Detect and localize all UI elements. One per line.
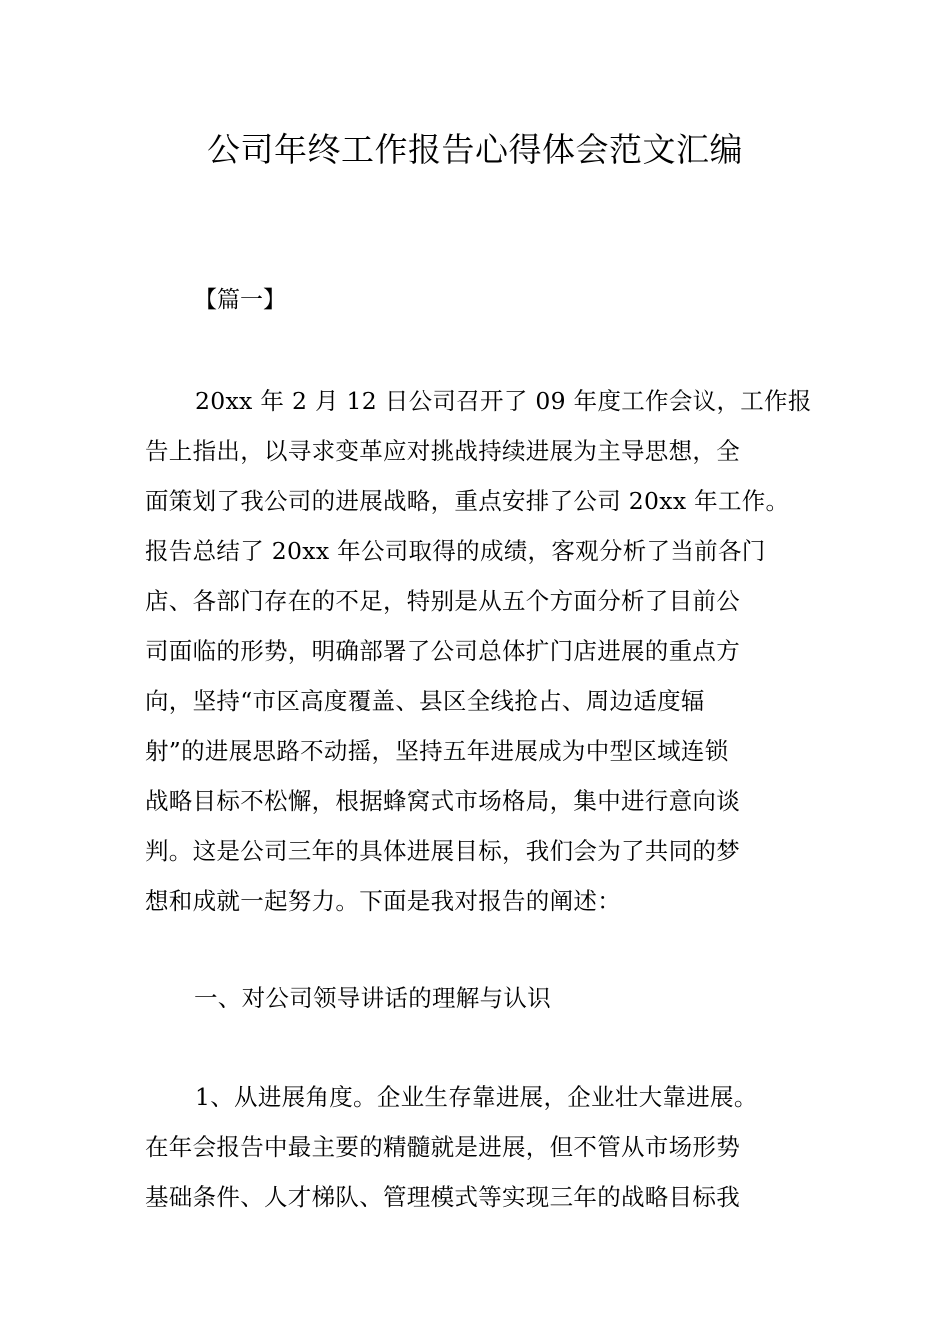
section-label: 【篇一】 (194, 287, 286, 313)
document-title: 公司年终工作报告心得体会范文汇编 (207, 130, 743, 169)
paragraph-1-line: 想和成就一起努力。下面是我对报告的阐述： (145, 887, 621, 915)
paragraph-1-line: 报告总结了 20xx 年公司取得的成绩，客观分析了当前各门 (145, 537, 766, 565)
paragraph-1-line: 战略目标不松懈，根据蜂窝式市场格局，集中进行意向谈 (145, 787, 740, 815)
paragraph-2 (145, 1072, 825, 1222)
paragraph-1-line: 告上指出，以寻求变革应对挑战持续进展为主导思想，全 (145, 437, 740, 465)
paragraph-1-line: 判。这是公司三年的具体进展目标，我们会为了共同的梦 (145, 837, 740, 865)
paragraph-1-line: 面策划了我公司的进展战略，重点安排了公司 20xx 年工作。 (145, 487, 790, 515)
section-heading: 一、对公司领导讲话的理解与认识 (194, 984, 551, 1012)
paragraph-2-line: 基础条件、人才梯队、管理模式等实现三年的战略目标我 (145, 1183, 740, 1211)
paragraph-2-line: 1、从进展角度。企业生存靠进展，企业壮大靠进展。 (195, 1083, 758, 1111)
paragraph-1-line: 射”的进展思路不动摇，坚持五年进展成为中型区域连锁 (145, 737, 729, 765)
paragraph-1-line: 店、各部门存在的不足，特别是从五个方面分析了目前公 (145, 587, 740, 615)
paragraph-2-line: 在年会报告中最主要的精髓就是进展，但不管从市场形势 (145, 1133, 740, 1161)
paragraph-1-line: 20xx 年 2 月 12 日公司召开了 09 年度工作会议，工作报 (195, 387, 812, 415)
paragraph-1 (145, 376, 825, 926)
paragraph-1-line: 向，坚持“市区高度覆盖、县区全线抢占、周边适度辐 (145, 687, 705, 715)
paragraph-1-line: 司面临的形势，明确部署了公司总体扩门店进展的重点方 (145, 637, 740, 665)
